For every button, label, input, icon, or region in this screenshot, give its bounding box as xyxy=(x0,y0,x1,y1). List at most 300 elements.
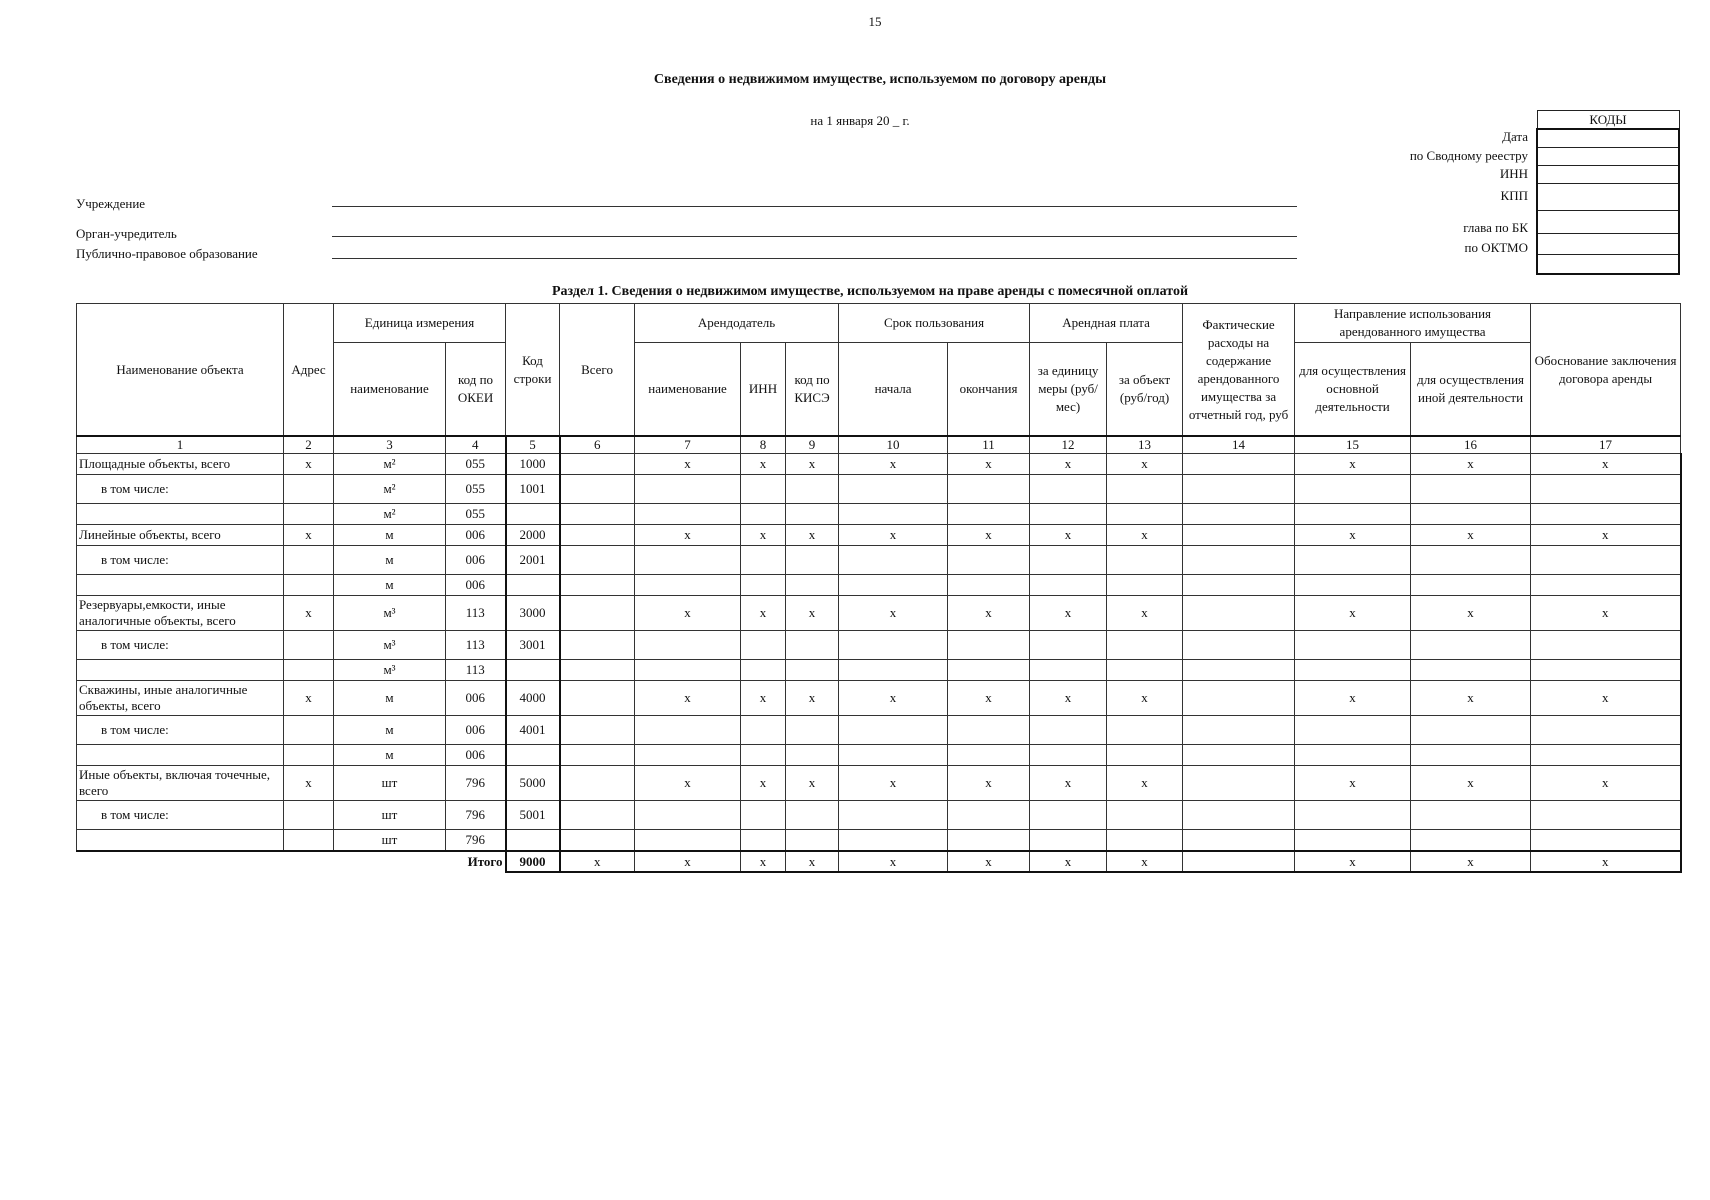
term-start-cell[interactable] xyxy=(839,801,948,830)
total-rent-object-cell: x xyxy=(1107,851,1183,872)
lessor-inn-cell: x xyxy=(741,454,786,475)
rent-object-cell: x xyxy=(1107,596,1183,631)
dir-other-cell: x xyxy=(1411,766,1531,801)
lessor-kise-cell[interactable] xyxy=(786,631,839,660)
term-end-cell: x xyxy=(948,596,1030,631)
dir-other-cell[interactable] xyxy=(1411,716,1531,745)
table-row xyxy=(77,766,1681,801)
total-cell[interactable] xyxy=(560,575,635,596)
code-label-inn: ИНН xyxy=(1499,166,1528,181)
rent-object-cell[interactable] xyxy=(1107,745,1183,766)
total-cell[interactable] xyxy=(560,681,635,716)
code-date-cell[interactable] xyxy=(1537,129,1679,148)
lessor-inn-cell[interactable] xyxy=(741,745,786,766)
table-row xyxy=(77,504,1681,525)
rent-unit-cell: x xyxy=(1030,525,1107,546)
lessor-name-cell[interactable] xyxy=(635,660,741,681)
dir-main-cell[interactable] xyxy=(1295,631,1411,660)
column-number-row xyxy=(77,436,1681,454)
lessor-inn-cell[interactable] xyxy=(741,475,786,504)
col-unit-header: Единица измерения xyxy=(334,304,506,343)
unit-name-cell: м xyxy=(334,525,446,546)
lessor-inn-cell: x xyxy=(741,766,786,801)
column-number: 13 xyxy=(1107,436,1183,454)
basis-cell: x xyxy=(1531,596,1681,631)
object-name-cell: в том числе: xyxy=(77,475,284,504)
term-end-cell[interactable] xyxy=(948,575,1030,596)
rent-object-cell[interactable] xyxy=(1107,504,1183,525)
table-row xyxy=(77,454,1681,475)
col-term-header: Срок пользования xyxy=(839,304,1030,343)
dir-other-cell[interactable] xyxy=(1411,575,1531,596)
address-cell: x xyxy=(284,454,334,475)
col-rent-unit-header: за единицу меры (руб/мес) xyxy=(1030,343,1107,437)
term-start-cell[interactable] xyxy=(839,546,948,575)
lessor-name-cell[interactable] xyxy=(635,504,741,525)
basis-cell[interactable] xyxy=(1531,716,1681,745)
okei-cell: 006 xyxy=(446,745,506,766)
table-row xyxy=(77,660,1681,681)
basis-cell[interactable] xyxy=(1531,575,1681,596)
total-label: Итого xyxy=(467,854,503,869)
codes-box xyxy=(1536,110,1680,275)
address-cell xyxy=(284,504,334,525)
code-registry-cell[interactable] xyxy=(1537,148,1679,166)
actual-expense-cell[interactable] xyxy=(1183,745,1295,766)
okei-cell: 055 xyxy=(446,475,506,504)
column-number: 9 xyxy=(786,436,839,454)
okei-cell: 006 xyxy=(446,575,506,596)
dir-other-cell[interactable] xyxy=(1411,660,1531,681)
total-actual-expense-cell[interactable] xyxy=(1183,851,1295,872)
object-name-cell xyxy=(77,504,284,525)
lessor-kise-cell[interactable] xyxy=(786,475,839,504)
row-code-cell: 4001 xyxy=(506,716,560,745)
lessor-kise-cell[interactable] xyxy=(786,660,839,681)
object-name-cell: Площадные объекты, всего xyxy=(77,454,284,475)
lessor-inn-cell: x xyxy=(741,525,786,546)
rent-unit-cell[interactable] xyxy=(1030,660,1107,681)
term-end-cell[interactable] xyxy=(948,546,1030,575)
col-dir-other-header: для осуществления иной деятельности xyxy=(1411,343,1531,437)
column-number: 8 xyxy=(741,436,786,454)
rent-object-cell[interactable] xyxy=(1107,830,1183,852)
total-cell[interactable] xyxy=(560,546,635,575)
dir-other-cell[interactable] xyxy=(1411,801,1531,830)
column-number: 16 xyxy=(1411,436,1531,454)
code-inn-cell[interactable] xyxy=(1537,166,1679,184)
total-cell[interactable] xyxy=(560,716,635,745)
address-cell xyxy=(284,475,334,504)
actual-expense-cell[interactable] xyxy=(1183,525,1295,546)
term-end-cell: x xyxy=(948,525,1030,546)
okei-cell: 113 xyxy=(446,631,506,660)
lessor-inn-cell[interactable] xyxy=(741,801,786,830)
row-code-cell: 3001 xyxy=(506,631,560,660)
lessor-inn-cell[interactable] xyxy=(741,830,786,852)
object-name-cell: в том числе: xyxy=(77,716,284,745)
row-code-cell: 2000 xyxy=(506,525,560,546)
total-cell[interactable] xyxy=(560,596,635,631)
col-term-end-header: окончания xyxy=(948,343,1030,437)
rent-object-cell[interactable] xyxy=(1107,475,1183,504)
total-cell[interactable] xyxy=(560,454,635,475)
table-row xyxy=(77,801,1681,830)
col-lessor-header: Арендодатель xyxy=(635,304,839,343)
code-label-kpp: КПП xyxy=(1500,188,1528,203)
rent-object-cell: x xyxy=(1107,681,1183,716)
total-cell[interactable] xyxy=(560,830,635,852)
lessor-name-cell: x xyxy=(635,681,741,716)
column-number: 15 xyxy=(1295,436,1411,454)
lessor-name-cell[interactable] xyxy=(635,830,741,852)
lessor-kise-cell: x xyxy=(786,596,839,631)
rent-unit-cell[interactable] xyxy=(1030,745,1107,766)
address-cell xyxy=(284,575,334,596)
total-lessor-name-cell: x xyxy=(635,851,741,872)
dir-other-cell[interactable] xyxy=(1411,830,1531,852)
term-start-cell: x xyxy=(839,681,948,716)
row-code-cell: 1001 xyxy=(506,475,560,504)
col-lessor-name-header: наименование xyxy=(635,343,741,437)
column-number: 3 xyxy=(334,436,446,454)
table-row xyxy=(77,475,1681,504)
lessor-name-cell[interactable] xyxy=(635,631,741,660)
col-lessor-inn-header: ИНН xyxy=(741,343,786,437)
dir-main-cell[interactable] xyxy=(1295,830,1411,852)
col-total-header: Всего xyxy=(560,304,635,437)
term-end-cell[interactable] xyxy=(948,745,1030,766)
code-label-date: Дата xyxy=(1502,129,1528,144)
address-cell xyxy=(284,745,334,766)
lessor-name-cell[interactable] xyxy=(635,546,741,575)
total-dir-main-cell: x xyxy=(1295,851,1411,872)
lessor-kise-cell[interactable] xyxy=(786,716,839,745)
actual-expense-cell[interactable] xyxy=(1183,660,1295,681)
term-end-cell: x xyxy=(948,454,1030,475)
code-bk-cell[interactable] xyxy=(1537,211,1679,234)
term-end-cell[interactable] xyxy=(948,504,1030,525)
dir-main-cell[interactable] xyxy=(1295,716,1411,745)
rent-object-cell: x xyxy=(1107,766,1183,801)
table-row xyxy=(77,681,1681,716)
rent-object-cell[interactable] xyxy=(1107,546,1183,575)
lessor-kise-cell: x xyxy=(786,454,839,475)
object-name-cell xyxy=(77,575,284,596)
unit-name-cell: м² xyxy=(334,475,446,504)
dir-other-cell[interactable] xyxy=(1411,631,1531,660)
address-cell xyxy=(284,546,334,575)
code-label-registry: по Сводному реестру xyxy=(1409,148,1528,163)
dir-main-cell[interactable] xyxy=(1295,660,1411,681)
column-number: 14 xyxy=(1183,436,1295,454)
rent-unit-cell[interactable] xyxy=(1030,575,1107,596)
okei-cell: 006 xyxy=(446,716,506,745)
rent-unit-cell[interactable] xyxy=(1030,475,1107,504)
row-code-cell: 3000 xyxy=(506,596,560,631)
rent-object-cell: x xyxy=(1107,454,1183,475)
object-name-cell: в том числе: xyxy=(77,801,284,830)
term-start-cell: x xyxy=(839,525,948,546)
term-start-cell[interactable] xyxy=(839,830,948,852)
column-number: 17 xyxy=(1531,436,1681,454)
rent-object-cell[interactable] xyxy=(1107,801,1183,830)
unit-name-cell: м xyxy=(334,745,446,766)
basis-cell[interactable] xyxy=(1531,475,1681,504)
unit-name-cell: м³ xyxy=(334,660,446,681)
dir-main-cell: x xyxy=(1295,766,1411,801)
lessor-name-cell[interactable] xyxy=(635,475,741,504)
total-term-start-cell: x xyxy=(839,851,948,872)
unit-name-cell: м xyxy=(334,716,446,745)
founder-field[interactable] xyxy=(332,236,1297,237)
col-rent-header: Арендная плата xyxy=(1030,304,1183,343)
term-start-cell[interactable] xyxy=(839,575,948,596)
label-institution: Учреждение xyxy=(76,196,146,211)
unit-name-cell: м³ xyxy=(334,596,446,631)
rent-unit-cell[interactable] xyxy=(1030,830,1107,852)
total-sum-cell: x xyxy=(560,851,635,872)
col-name-header: Наименование объекта xyxy=(77,304,284,437)
unit-name-cell: м xyxy=(334,575,446,596)
column-number: 6 xyxy=(560,436,635,454)
lessor-kise-cell[interactable] xyxy=(786,801,839,830)
col-lessor-kise-header: код по КИСЭ xyxy=(786,343,839,437)
lessor-inn-cell[interactable] xyxy=(741,504,786,525)
lessor-kise-cell[interactable] xyxy=(786,575,839,596)
actual-expense-cell[interactable] xyxy=(1183,575,1295,596)
term-end-cell[interactable] xyxy=(948,631,1030,660)
document-title: Сведения о недвижимом имуществе, используемом по договору аренды xyxy=(653,72,1107,87)
column-number: 1 xyxy=(77,436,284,454)
dir-main-cell: x xyxy=(1295,454,1411,475)
col-address-header: Адрес xyxy=(284,304,334,437)
object-name-cell: в том числе: xyxy=(77,631,284,660)
dir-main-cell[interactable] xyxy=(1295,745,1411,766)
rent-unit-cell[interactable] xyxy=(1030,716,1107,745)
address-cell: x xyxy=(284,525,334,546)
code-oktmo-cell[interactable] xyxy=(1537,234,1679,255)
lessor-kise-cell[interactable] xyxy=(786,745,839,766)
label-public-entity: Публично-правовое образование xyxy=(76,246,258,261)
total-cell[interactable] xyxy=(560,631,635,660)
actual-expense-cell[interactable] xyxy=(1183,546,1295,575)
row-code-cell xyxy=(506,745,560,766)
dir-other-cell[interactable] xyxy=(1411,745,1531,766)
code-label-oktmo: по ОКТМО xyxy=(1464,240,1528,255)
lessor-name-cell: x xyxy=(635,525,741,546)
public-entity-field[interactable] xyxy=(332,258,1297,259)
unit-name-cell: шт xyxy=(334,801,446,830)
unit-name-cell: м xyxy=(334,546,446,575)
row-code-cell: 4000 xyxy=(506,681,560,716)
dir-other-cell: x xyxy=(1411,596,1531,631)
total-cell[interactable] xyxy=(560,504,635,525)
lessor-inn-cell: x xyxy=(741,681,786,716)
basis-cell: x xyxy=(1531,766,1681,801)
term-end-cell[interactable] xyxy=(948,830,1030,852)
okei-cell: 113 xyxy=(446,596,506,631)
total-cell[interactable] xyxy=(560,766,635,801)
dir-other-cell: x xyxy=(1411,454,1531,475)
label-founder: Орган-учредитель xyxy=(76,226,177,241)
table-row xyxy=(77,525,1681,546)
rent-unit-cell: x xyxy=(1030,454,1107,475)
column-number: 7 xyxy=(635,436,741,454)
code-kpp-cell[interactable] xyxy=(1537,184,1679,211)
object-name-cell: Линейные объекты, всего xyxy=(77,525,284,546)
rent-unit-cell: x xyxy=(1030,596,1107,631)
term-start-cell[interactable] xyxy=(839,631,948,660)
total-cell[interactable] xyxy=(560,475,635,504)
okei-cell: 796 xyxy=(446,830,506,852)
col-row-code-header: Код строки xyxy=(506,304,560,437)
okei-cell: 113 xyxy=(446,660,506,681)
lease-property-table xyxy=(76,303,1682,873)
object-name-cell xyxy=(77,830,284,852)
total-cell[interactable] xyxy=(560,801,635,830)
codes-header: КОДЫ xyxy=(1537,111,1679,130)
actual-expense-cell[interactable] xyxy=(1183,766,1295,801)
object-name-cell xyxy=(77,745,284,766)
rent-unit-cell[interactable] xyxy=(1030,504,1107,525)
address-cell: x xyxy=(284,596,334,631)
object-name-cell: Иные объекты, включая точечные, всего xyxy=(77,766,284,801)
term-start-cell: x xyxy=(839,766,948,801)
basis-cell[interactable] xyxy=(1531,504,1681,525)
page-number: 15 xyxy=(868,14,882,29)
total-cell[interactable] xyxy=(560,660,635,681)
unit-name-cell: м² xyxy=(334,454,446,475)
rent-object-cell[interactable] xyxy=(1107,660,1183,681)
rent-unit-cell: x xyxy=(1030,681,1107,716)
lessor-kise-cell[interactable] xyxy=(786,546,839,575)
term-end-cell[interactable] xyxy=(948,716,1030,745)
okei-cell: 796 xyxy=(446,801,506,830)
section-title: Раздел 1. Сведения о недвижимом имуществе, используемом на праве аренды с помесячной оплатой xyxy=(551,284,1189,299)
lessor-inn-cell[interactable] xyxy=(741,660,786,681)
term-start-cell[interactable] xyxy=(839,504,948,525)
term-start-cell[interactable] xyxy=(839,660,948,681)
lessor-inn-cell[interactable] xyxy=(741,716,786,745)
rent-unit-cell[interactable] xyxy=(1030,631,1107,660)
code-extra-cell[interactable] xyxy=(1537,255,1679,275)
report-date: на 1 января 20 _ г. xyxy=(810,113,910,128)
basis-cell: x xyxy=(1531,681,1681,716)
lessor-kise-cell: x xyxy=(786,681,839,716)
dir-other-cell[interactable] xyxy=(1411,546,1531,575)
rent-object-cell[interactable] xyxy=(1107,631,1183,660)
dir-main-cell[interactable] xyxy=(1295,801,1411,830)
col-basis-header: Обоснование заключения договора аренды xyxy=(1531,304,1681,437)
basis-cell[interactable] xyxy=(1531,830,1681,852)
actual-expense-cell[interactable] xyxy=(1183,475,1295,504)
object-name-cell: Скважины, иные аналогичные объекты, всего xyxy=(77,681,284,716)
table-row xyxy=(77,546,1681,575)
total-cell[interactable] xyxy=(560,525,635,546)
address-cell xyxy=(284,830,334,852)
actual-expense-cell[interactable] xyxy=(1183,681,1295,716)
rent-unit-cell[interactable] xyxy=(1030,546,1107,575)
lessor-name-cell[interactable] xyxy=(635,575,741,596)
lessor-kise-cell[interactable] xyxy=(786,830,839,852)
rent-object-cell[interactable] xyxy=(1107,716,1183,745)
lessor-name-cell[interactable] xyxy=(635,745,741,766)
row-code-cell xyxy=(506,660,560,681)
lessor-inn-cell[interactable] xyxy=(741,575,786,596)
actual-expense-cell[interactable] xyxy=(1183,716,1295,745)
lessor-inn-cell[interactable] xyxy=(741,546,786,575)
term-end-cell: x xyxy=(948,681,1030,716)
lessor-name-cell: x xyxy=(635,596,741,631)
term-start-cell: x xyxy=(839,454,948,475)
unit-name-cell: шт xyxy=(334,830,446,852)
basis-cell[interactable] xyxy=(1531,631,1681,660)
term-end-cell[interactable] xyxy=(948,801,1030,830)
lessor-name-cell[interactable] xyxy=(635,801,741,830)
basis-cell[interactable] xyxy=(1531,546,1681,575)
actual-expense-cell[interactable] xyxy=(1183,801,1295,830)
institution-field[interactable] xyxy=(332,206,1297,207)
lessor-kise-cell[interactable] xyxy=(786,504,839,525)
term-start-cell[interactable] xyxy=(839,745,948,766)
col-direction-header: Направление использования арендованного имущества xyxy=(1295,304,1531,343)
lessor-inn-cell: x xyxy=(741,596,786,631)
dir-main-cell[interactable] xyxy=(1295,575,1411,596)
okei-cell: 796 xyxy=(446,766,506,801)
row-code-cell xyxy=(506,575,560,596)
actual-expense-cell[interactable] xyxy=(1183,454,1295,475)
basis-cell[interactable] xyxy=(1531,660,1681,681)
dir-other-cell: x xyxy=(1411,681,1531,716)
okei-cell: 006 xyxy=(446,546,506,575)
dir-main-cell[interactable] xyxy=(1295,546,1411,575)
rent-unit-cell[interactable] xyxy=(1030,801,1107,830)
dir-main-cell[interactable] xyxy=(1295,504,1411,525)
term-start-cell[interactable] xyxy=(839,716,948,745)
object-name-cell: в том числе: xyxy=(77,546,284,575)
actual-expense-cell[interactable] xyxy=(1183,504,1295,525)
column-number: 11 xyxy=(948,436,1030,454)
column-number: 2 xyxy=(284,436,334,454)
dir-main-cell: x xyxy=(1295,681,1411,716)
rent-object-cell[interactable] xyxy=(1107,575,1183,596)
lessor-name-cell[interactable] xyxy=(635,716,741,745)
basis-cell[interactable] xyxy=(1531,745,1681,766)
term-end-cell[interactable] xyxy=(948,660,1030,681)
total-lessor-kise-cell: x xyxy=(786,851,839,872)
lessor-inn-cell[interactable] xyxy=(741,631,786,660)
rent-unit-cell: x xyxy=(1030,766,1107,801)
actual-expense-cell[interactable] xyxy=(1183,596,1295,631)
total-lessor-inn-cell: x xyxy=(741,851,786,872)
term-start-cell[interactable] xyxy=(839,475,948,504)
dir-other-cell: x xyxy=(1411,525,1531,546)
dir-other-cell[interactable] xyxy=(1411,504,1531,525)
actual-expense-cell[interactable] xyxy=(1183,631,1295,660)
col-term-start-header: начала xyxy=(839,343,948,437)
term-end-cell[interactable] xyxy=(948,475,1030,504)
dir-other-cell[interactable] xyxy=(1411,475,1531,504)
row-code-cell: 5000 xyxy=(506,766,560,801)
rent-object-cell: x xyxy=(1107,525,1183,546)
actual-expense-cell[interactable] xyxy=(1183,830,1295,852)
total-dir-other-cell: x xyxy=(1411,851,1531,872)
row-code-cell: 2001 xyxy=(506,546,560,575)
dir-main-cell[interactable] xyxy=(1295,475,1411,504)
basis-cell[interactable] xyxy=(1531,801,1681,830)
total-cell[interactable] xyxy=(560,745,635,766)
